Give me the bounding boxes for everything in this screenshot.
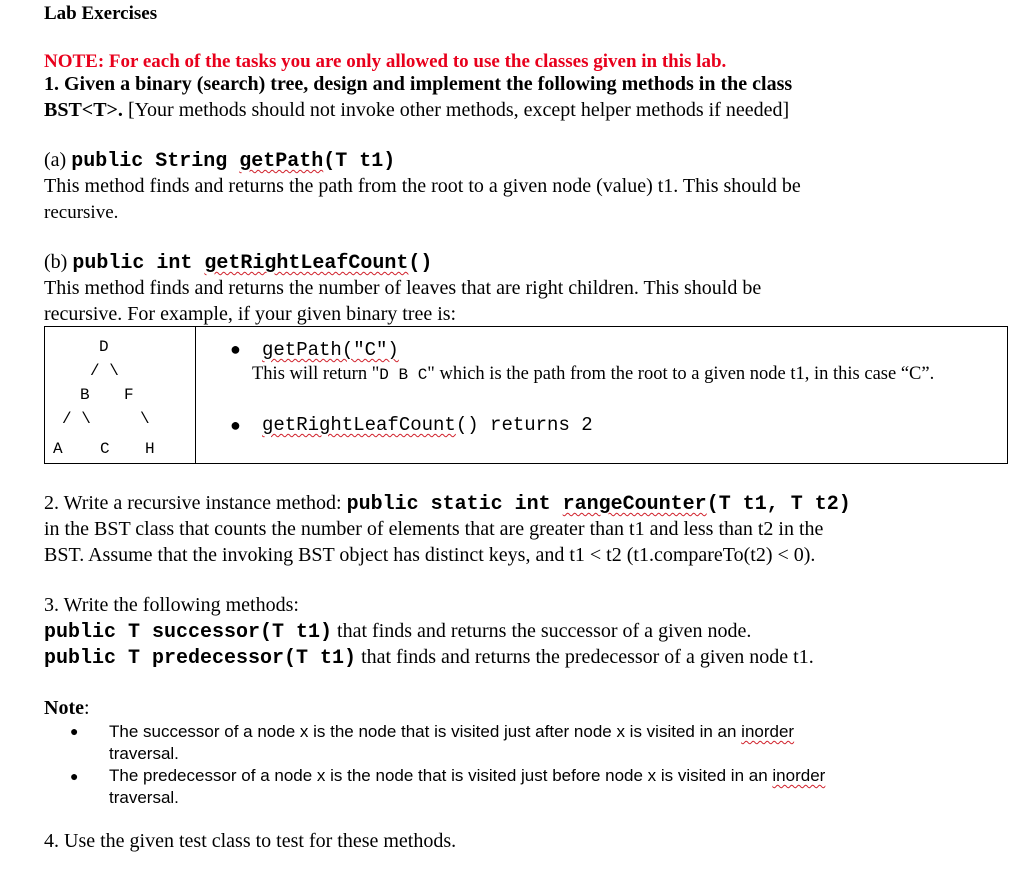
tree-node-b: B — [80, 386, 90, 404]
task1-class-name: BST<T>. — [44, 99, 123, 121]
red-note: NOTE: For each of the tasks you are only allowed to use the classes given in this lab. — [44, 51, 727, 72]
part-a-sig-post: (T t1) — [323, 150, 396, 173]
task2-line2: in the BST class that counts the number of elements that are greater than t1 and less than t2 in the — [44, 518, 824, 540]
part-a-desc1: This method finds and returns the path from the root to a given node (value) t1. This should be — [44, 175, 801, 197]
task1-line1: 1. Given a binary (search) tree, design and implement the following methods in the class — [44, 73, 793, 95]
part-b-label: (b) — [44, 251, 73, 273]
part-b-desc1: This method finds and returns the number of leaves that are right children. This should be — [44, 277, 762, 299]
task1-line2 — [44, 99, 789, 122]
tree-edge-d: / \ — [90, 362, 119, 380]
bullet1-code-text: getPath("C") — [262, 339, 399, 361]
task3-method1 — [44, 620, 751, 644]
part-b-sig-name: getRightLeafCount — [204, 252, 409, 275]
bullet-dot: ● — [230, 339, 241, 359]
note-title — [44, 697, 90, 720]
bullet2-code — [262, 414, 593, 436]
part-a-sig-name: getPath — [239, 150, 324, 173]
bullet-dot: ● — [70, 768, 79, 784]
tree-node-c-label: C — [100, 440, 110, 458]
tree-node-f: F — [124, 386, 134, 404]
note-colon: : — [83, 697, 90, 719]
task3-m1-code: public T successor(T t1) — [44, 621, 333, 644]
note-bullet1-line2: traversal. — [109, 744, 179, 763]
bullet2-rest: () returns 2 — [455, 414, 593, 436]
task2-sig-post: (T t1, T t2) — [706, 493, 851, 516]
task2-line3: BST. Assume that the invoking BST object has distinct keys, and t1 < t2 (t1.compareTo(t2) < 0). — [44, 544, 816, 566]
part-a-label: (a) — [44, 149, 72, 171]
bullet-dot: ● — [70, 723, 79, 739]
task4: 4. Use the given test class to test for these methods. — [44, 830, 457, 852]
tree-node-d: D — [99, 338, 109, 356]
bullet1-desc-code: D B C — [379, 366, 428, 384]
part-b-desc2: recursive. For example, if your given binary tree is: — [44, 303, 457, 325]
note-b1-word: inorder — [741, 722, 795, 741]
note-bullet2-line1 — [109, 766, 825, 786]
note-bullet1-line1 — [109, 722, 794, 742]
task3-m2-desc: that finds and returns the predecessor of a given node t1. — [356, 646, 814, 668]
task3-method2 — [44, 646, 814, 670]
part-a-signature — [44, 149, 395, 173]
tree-edge-b: / \ — [62, 410, 91, 428]
note-title-text: Note — [44, 697, 84, 719]
task3-m2-code: public T predecessor(T t1) — [44, 647, 357, 670]
bullet1-desc — [252, 364, 934, 385]
part-a-sig-pre: public String — [71, 150, 240, 173]
task2-line1 — [44, 492, 851, 516]
note-b1-pre: The successor of a node x is the node that is visited just after node x is visited in an — [109, 722, 742, 741]
bullet-dot: ● — [230, 415, 241, 435]
note-b2-word: inorder — [772, 766, 826, 785]
task2-sig-name: rangeCounter — [562, 493, 707, 516]
tree-edge-f: \ — [140, 410, 150, 428]
note-bullet2-line2: traversal. — [109, 788, 179, 807]
example-table — [44, 326, 1008, 464]
part-a-desc2: recursive. — [44, 202, 119, 223]
page-heading: Lab Exercises — [44, 3, 158, 24]
example-table-divider — [195, 326, 196, 464]
task2-sig-pre: public static int — [346, 493, 563, 516]
part-b-sig-post: () — [408, 252, 433, 275]
bullet2-name: getRightLeafCount — [262, 414, 456, 436]
tree-node-a: A — [53, 440, 63, 458]
part-b-sig-pre: public int — [72, 252, 205, 275]
note-b2-pre: The predecessor of a node x is the node that is visited just before node x is visited in an — [109, 766, 773, 785]
part-b-signature — [44, 251, 432, 275]
task3-line1: 3. Write the following methods: — [44, 594, 299, 616]
tree-node-h: H — [145, 440, 155, 458]
task2-pre: 2. Write a recursive instance method: — [44, 492, 347, 514]
task1-instruction: [Your methods should not invoke other methods, except helper methods if needed] — [122, 99, 790, 121]
task3-m1-desc: that finds and returns the successor of a given node. — [332, 620, 752, 642]
bullet1-desc-post: " which is the path from the root to a given node t1, in this case “C”. — [427, 364, 935, 384]
bullet1-code — [262, 339, 399, 361]
bullet1-desc-pre: This will return " — [252, 364, 380, 384]
